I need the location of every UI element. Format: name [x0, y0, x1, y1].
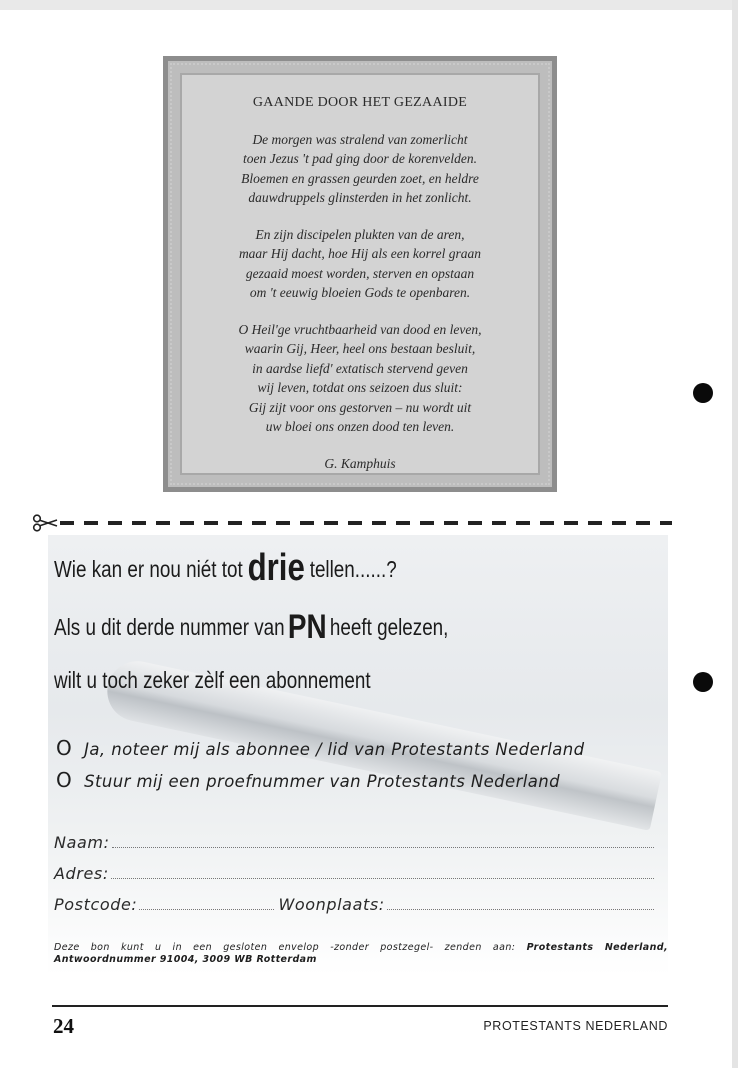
cut-line: [32, 514, 672, 532]
scissors-icon: [32, 514, 58, 532]
city-label: Woonplaats:: [278, 895, 385, 914]
headline-line-2: [54, 608, 448, 647]
headline-emphasis: PN: [287, 608, 327, 646]
poem-content: [180, 93, 540, 473]
poem-line: gezaaid moest worden, sterven en opstaan: [245, 265, 475, 281]
footer-divider: [52, 1005, 668, 1007]
address-fill-line[interactable]: [111, 874, 654, 879]
poem-title: GAANDE DOOR HET GEZAAIDE: [252, 95, 468, 110]
poem-line: Gij zijt voor ons gestorven – nu wordt uit: [248, 399, 472, 415]
poem-line: De morgen was stralend van zomerlicht: [252, 131, 468, 147]
punch-hole: [693, 672, 713, 692]
notice-address: Protestants Nederland, Antwoordnummer 91004, 3009 WB Rotterdam: [54, 942, 668, 965]
postcode-label: Postcode:: [54, 895, 138, 914]
poem-line: waarin Gij, Heer, heel ons bestaan besluit,: [244, 341, 476, 356]
headline-emphasis: drie: [247, 547, 305, 589]
page-number: 24: [53, 1014, 74, 1038]
poem-panel: [180, 73, 540, 475]
subscription-coupon: [48, 535, 668, 975]
postcode-fill-line[interactable]: [139, 905, 274, 910]
mailing-notice: [54, 942, 668, 966]
poem-stanza-2: [180, 225, 540, 303]
headline-line-3: wilt u toch zeker zèlf een abonnement: [54, 667, 371, 693]
poem-frame: [163, 56, 557, 492]
headline-text: heeft gelezen,: [329, 614, 449, 640]
poem-line: maar Hij dacht, hoe Hij als een korrel graan: [238, 246, 482, 261]
poem-line: in aardse liefd' extatisch stervend geven: [252, 360, 468, 376]
name-field[interactable]: [54, 830, 654, 852]
poem-line: wij leven, totdat ons seizoen dus sluit:: [257, 380, 463, 395]
page-top-shadow: [0, 0, 738, 10]
city-fill-line[interactable]: [387, 905, 654, 910]
option-trial-issue[interactable]: [56, 768, 560, 792]
headline-text: tellen......?: [309, 556, 397, 582]
headline-text: Als u dit derde nummer van: [54, 614, 285, 640]
name-fill-line[interactable]: [112, 843, 654, 848]
poem-line: Bloemen en grassen geurden zoet, en heldre: [241, 170, 479, 186]
option-label: Ja, noteer mij als abonnee / lid van Protestants Nederland: [84, 740, 585, 759]
address-label: Adres:: [54, 864, 109, 883]
dashed-cut-line: [60, 521, 672, 525]
poem-stanza-3: [180, 320, 540, 437]
page-right-edge: [732, 0, 738, 1068]
poem-line: uw bloei ons onzen dood ten leven.: [265, 419, 455, 434]
poem-line: dauwdruppels glinsterden in het zonlicht.: [248, 190, 472, 205]
postcode-city-field[interactable]: [54, 892, 654, 914]
poem-line: O Heil'ge vruchtbaarheid van dood en leven,: [238, 321, 482, 337]
notice-text: Deze bon kunt u in een gesloten envelop -zonder postzegel- zenden aan:: [54, 942, 516, 953]
poem-line: En zijn discipelen plukten van de aren,: [255, 226, 465, 242]
headline-text: Wie kan er nou niét tot: [54, 556, 243, 582]
option-subscribe[interactable]: [56, 736, 585, 760]
address-field[interactable]: [54, 861, 654, 883]
poem-author: G. Kamphuis: [324, 455, 396, 471]
punch-hole: [693, 383, 713, 403]
poem-line: toen Jezus 't pad ging door de korenvelden.: [242, 151, 478, 166]
headline-line-1: [54, 547, 397, 590]
magazine-name: PROTESTANTS NEDERLAND: [483, 1019, 668, 1033]
poem-line: om 't eeuwig bloeien Gods te openbaren.: [249, 285, 471, 300]
poem-stanza-1: [180, 130, 540, 208]
name-label: Naam:: [54, 833, 110, 852]
checkbox-circle-icon[interactable]: O: [56, 768, 73, 792]
option-label: Stuur mij een proefnummer van Protestants Nederland: [84, 772, 560, 791]
checkbox-circle-icon[interactable]: O: [56, 736, 73, 760]
